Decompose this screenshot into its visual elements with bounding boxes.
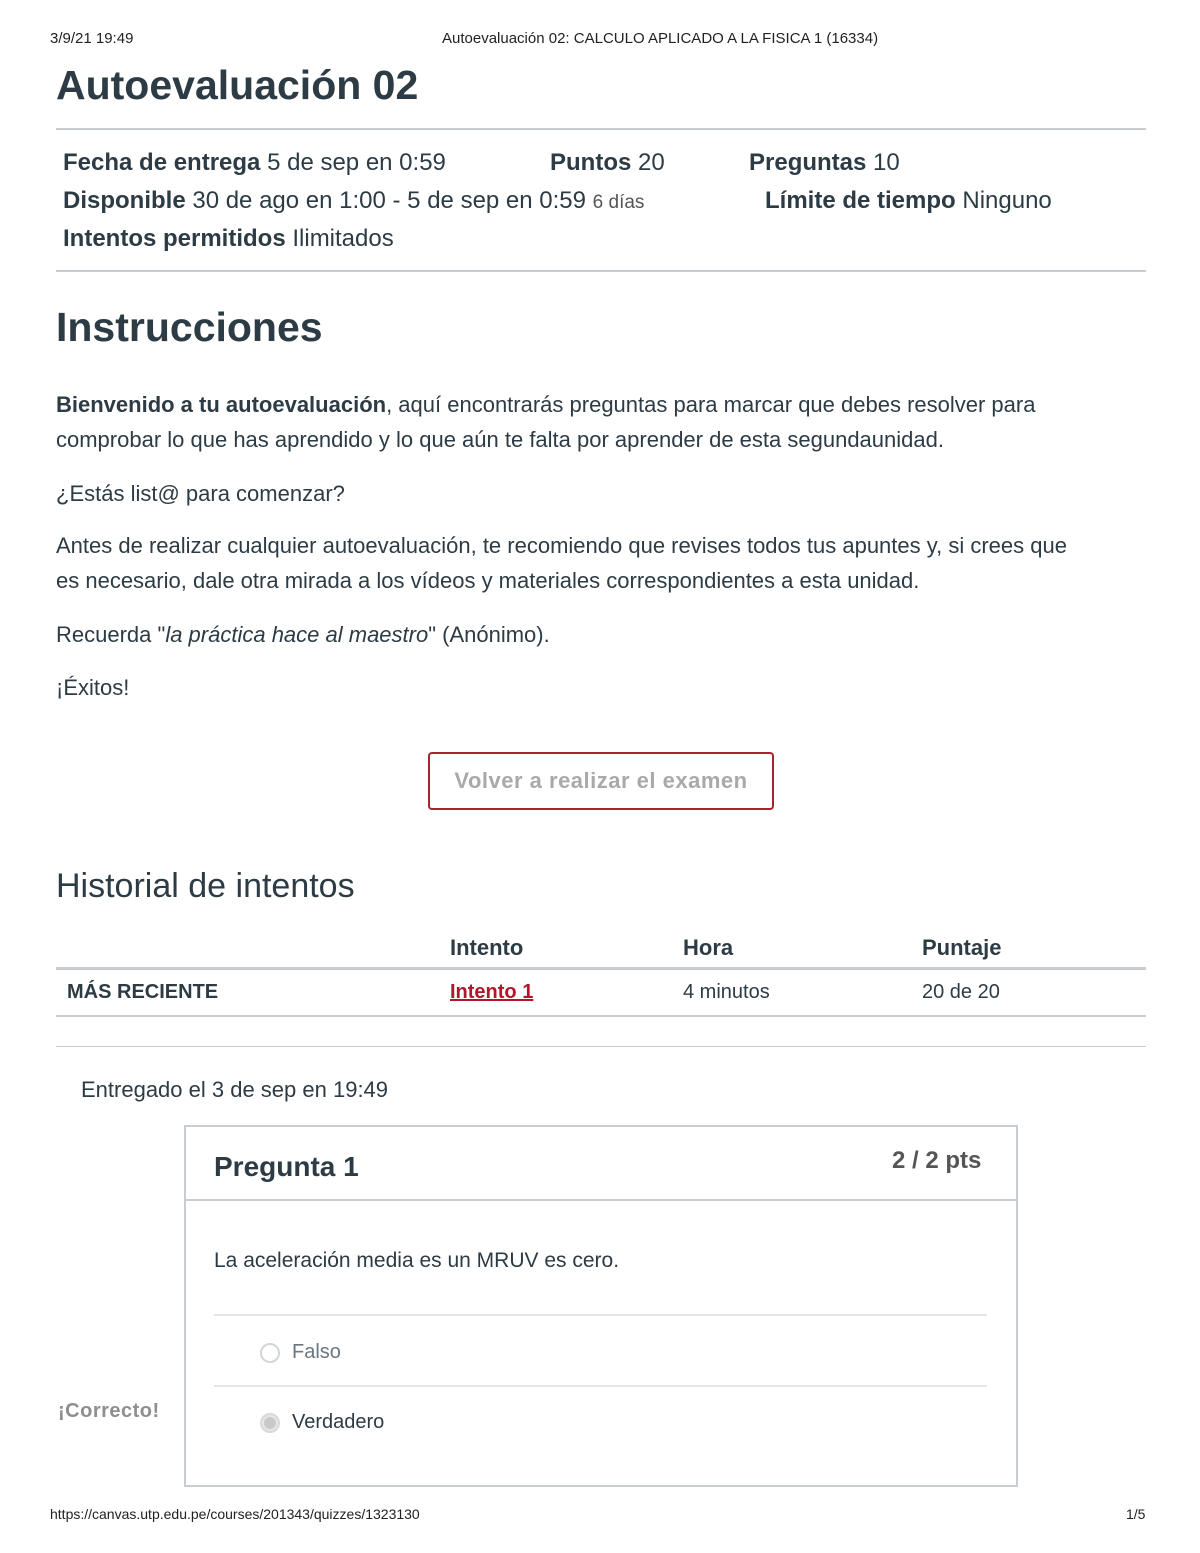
question-header <box>186 1127 1016 1201</box>
question-text: La aceleración media es un MRUV es cero. <box>214 1249 620 1272</box>
retake-quiz-button[interactable]: Volver a realizar el examen <box>428 752 774 810</box>
answer-label-verdadero: Verdadero <box>292 1411 385 1433</box>
instructions-quote: Recuerda "la práctica hace al maestro" (Anónimo). <box>56 622 550 647</box>
radio-unselected-icon[interactable] <box>260 1343 280 1363</box>
answer-option-falso[interactable] <box>260 1341 341 1364</box>
time-limit-value: Ninguno <box>962 187 1052 214</box>
instructions-good-luck: ¡Éxitos! <box>56 675 130 700</box>
answer-option-verdadero[interactable] <box>260 1411 384 1434</box>
instructions-ready: ¿Estás list@ para comenzar? <box>56 481 345 506</box>
time-limit-label: Límite de tiempo <box>765 187 956 214</box>
row-label-most-recent: MÁS RECIENTE <box>67 981 219 1003</box>
answer-divider <box>214 1314 987 1316</box>
meta-divider <box>56 270 1146 272</box>
attempts-value: Ilimitados <box>292 225 394 252</box>
available-value: 30 de ago en 1:00 - 5 de sep en 0:59 <box>192 187 586 214</box>
instructions-welcome: Bienvenido a tu autoevaluación, aquí encontrarás preguntas para marcar que debes resolver para comprobar lo que has aprendido y lo que aún te falta por aprender de esta segundaunidad. <box>56 392 1036 452</box>
column-header-score: Puntaje <box>922 935 1002 960</box>
due-label: Fecha de entrega <box>63 149 261 176</box>
submission-divider <box>56 1046 1146 1047</box>
print-date: 3/9/21 19:49 <box>50 30 134 47</box>
correct-answer-flag: ¡Correcto! <box>58 1400 160 1422</box>
questions-value: 10 <box>873 149 900 176</box>
print-url: https://canvas.utp.edu.pe/courses/201343/quizzes/1323130 <box>50 1506 420 1522</box>
question-points: 2 / 2 pts <box>892 1147 982 1174</box>
time-limit <box>765 187 1052 215</box>
quiz-title: Autoevaluación 02 <box>56 62 419 108</box>
availability <box>63 187 644 215</box>
available-label: Disponible <box>63 187 186 214</box>
submission-date: Entregado el 3 de sep en 19:49 <box>81 1077 389 1102</box>
due-value: 5 de sep en 0:59 <box>267 149 446 176</box>
answer-label-falso: Falso <box>292 1341 341 1363</box>
instructions-heading: Instrucciones <box>56 304 323 350</box>
attempt-score: 20 de 20 <box>922 981 1000 1003</box>
available-days: 6 días <box>592 192 645 213</box>
print-page-title: Autoevaluación 02: CALCULO APLICADO A LA FISICA 1 (16334) <box>442 30 879 47</box>
question-name: Pregunta 1 <box>214 1151 359 1182</box>
radio-selected-icon[interactable] <box>260 1413 280 1433</box>
column-header-attempt: Intento <box>450 935 524 960</box>
answer-divider <box>214 1385 987 1387</box>
instructions-advice: Antes de realizar cualquier autoevaluación, te recomiendo que revises todos tus apuntes y, si crees que es necesario, dale otra mirada a los vídeos y materiales correspondientes a esta unidad. <box>56 533 1067 593</box>
attempts-label: Intentos permitidos <box>63 225 286 252</box>
table-header-divider <box>56 967 1146 970</box>
attempt-time: 4 minutos <box>683 981 770 1003</box>
quote-italic: la práctica hace al maestro <box>165 622 429 647</box>
print-page-number: 1/5 <box>1126 1506 1146 1522</box>
questions-count <box>749 149 900 177</box>
question-card <box>184 1125 1018 1487</box>
table-bottom-divider <box>56 1015 1146 1017</box>
questions-label: Preguntas <box>749 149 867 176</box>
welcome-bold: Bienvenido a tu autoevaluación <box>56 392 387 417</box>
points <box>550 149 665 177</box>
attempt-history-heading: Historial de intentos <box>56 867 355 905</box>
attempt-1-link[interactable]: Intento 1 <box>450 981 534 1003</box>
points-value: 20 <box>638 149 665 176</box>
column-header-time: Hora <box>683 935 734 960</box>
points-label: Puntos <box>550 149 632 176</box>
title-divider <box>56 128 1146 130</box>
due-date <box>63 149 446 177</box>
attempts-allowed <box>63 225 394 253</box>
